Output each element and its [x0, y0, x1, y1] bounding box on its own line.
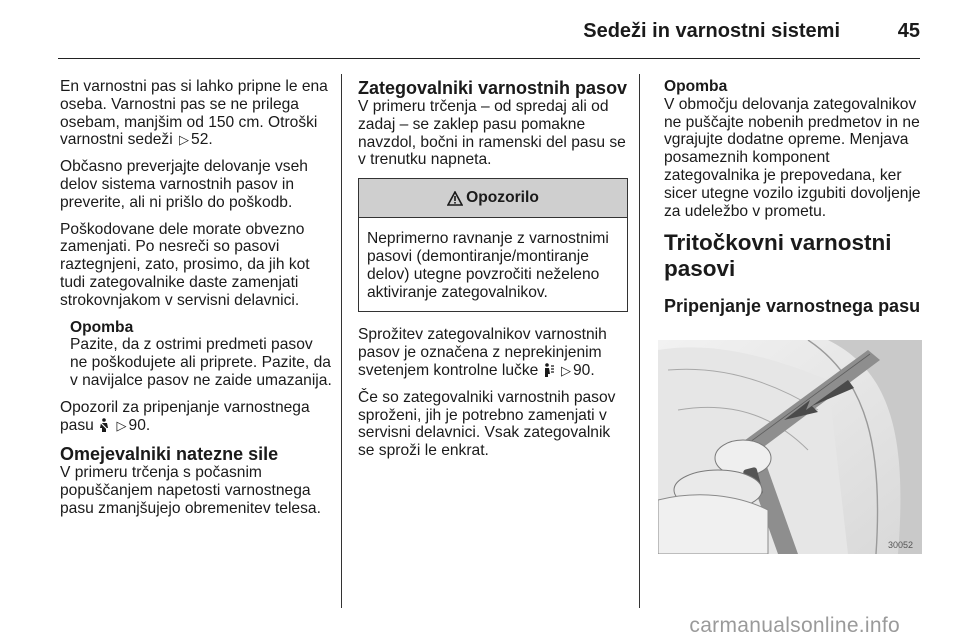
page-number: 45	[897, 20, 920, 42]
figure-code: 30052	[888, 540, 914, 550]
warning-triangle-icon	[447, 191, 463, 206]
running-header-title: Sedeži in varnostni sistemi	[583, 20, 840, 42]
note-title: Opomba	[664, 78, 728, 95]
reference-arrow-icon: ▷	[560, 362, 571, 378]
paragraph: Opozoril za pripenjanje varnostnega pasu ▷ 90.	[60, 398, 310, 434]
warning-text: Neprimerno ravnanje z varnostnimi pasovi (demontiranje/montiranje delov) utegne povzročiti neželeno aktiviranje zategovalnikov.	[367, 230, 609, 301]
paragraph: Če so zategovalniki varnostnih pasov sproženi, jih je potrebno zamenjati v servisni delavnici. Vsak zategovalnik se sproži le enkrat.	[358, 388, 616, 460]
warning-title: Opozorilo	[466, 189, 539, 207]
paragraph: Občasno preverjajte delovanje vseh delov sistema varnostnih pasov in preverite, ali ni prišlo do poškodb.	[60, 158, 308, 211]
note-text: V območju delovanja zategovalnikov ne puščajte nobenih predmetov in ne vgrajujte dodatne opreme. Menjava posameznih komponent zategovalnika je prepovedana, ker sicer utegne vozilo izgubiti dovoljenje za udeležbo v prometu.	[664, 95, 921, 220]
belt-pretensioner-icon	[543, 363, 555, 377]
section-heading: Zategovalniki varnostnih pasov	[358, 78, 628, 98]
column-2	[358, 78, 628, 469]
note-title: Opomba	[70, 318, 134, 336]
note-block	[664, 78, 926, 220]
paragraph: V primeru trčenja – od spredaj ali od zadaj – se zaklep pasu pomakne navzdol, bočni in ramenski del pasu se v trenutku napneta.	[358, 98, 626, 169]
column-divider-1	[341, 74, 342, 608]
column-divider-2	[639, 74, 640, 608]
section-heading: Pripenjanje varnostnega pasu	[664, 296, 921, 317]
seatbelt-buckling-illustration	[658, 340, 922, 554]
header-rule	[58, 58, 920, 59]
column-3	[664, 78, 926, 328]
section-heading: Omejevalniki natezne sile	[60, 444, 279, 465]
paragraph: Poškodovane dele morate obvezno zamenjati. Po nesreči so pasovi raztegnjeni, zato, prosimo, da jih kot tudi zategovalnike daste zamenjati strokovnjakom v servisni delavnici.	[60, 220, 310, 309]
reference-arrow-icon: ▷	[116, 417, 127, 433]
watermark: carmanualsonline.info	[689, 614, 900, 637]
paragraph: Sprožitev zategovalnikov varnostnih pasov je označena z neprekinjenim svetenjem kontrolne lučke ▷ 90.	[358, 326, 607, 379]
paragraph: V primeru trčenja s počasnim popuščanjem napetosti varnostnega pasu zmanjšujejo obremenitev telesa.	[60, 464, 321, 517]
reference-arrow-icon: ▷	[179, 132, 190, 148]
chapter-heading: Tritočkovni varnostni pasovi	[664, 230, 892, 282]
paragraph: En varnostni pas si lahko pripne le ena oseba. Varnostni pas se ne prilega osebam, manjšim od 150 cm. Otroški varnostni sedeži ▷ 52.	[60, 78, 328, 149]
column-1	[60, 78, 332, 527]
note-text: Pazite, da z ostrimi predmeti pasov ne poškodujete ali priprete. Pazite, da v navijalce pasov ne zaide umazanija.	[70, 336, 332, 389]
warning-box	[358, 178, 628, 312]
note-block	[70, 319, 332, 390]
warning-header	[359, 179, 627, 218]
seatbelt-reminder-icon	[98, 418, 110, 432]
